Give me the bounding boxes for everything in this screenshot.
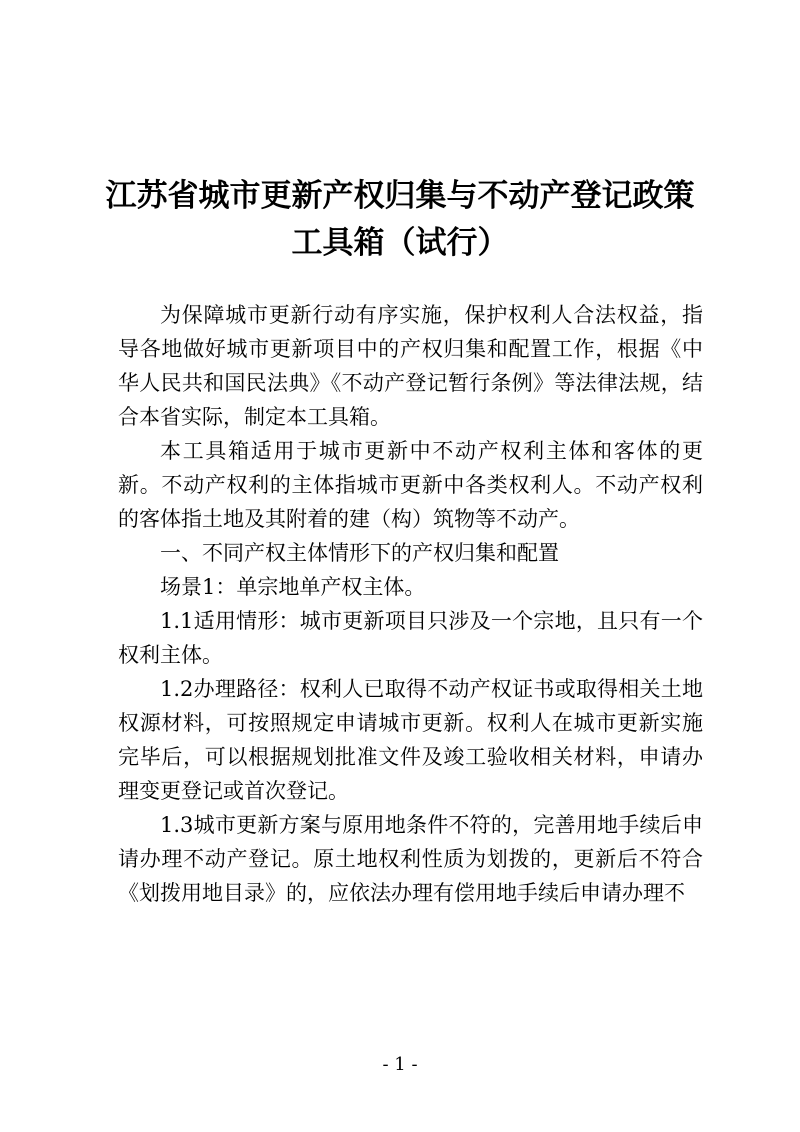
title-line-2: 工具箱（试行） [291, 225, 509, 261]
paragraph-intro: 为保障城市更新行动有序实施，保护权利人合法权益，指导各地做好城市更新项目中的产权归集和配置工作，根据《中华人民共和国民法典》《不动产登记暂行条例》等法律法规，结合本省实际，制定本工具箱。 [118, 303, 703, 429]
page-number: - 1 - [382, 1054, 418, 1075]
clause-1-3: 1.3城市更新方案与原用地条件不符的，完善用地手续后申请办理不动产登记。原土地权利性质为划拨的，更新后不符合《划拨用地目录》的，应依法办理有偿用地手续后申请办理不 [118, 813, 703, 905]
document-body [118, 298, 703, 910]
paragraph-scope: 本工具箱适用于城市更新中不动产权利主体和客体的更新。不动产权利的主体指城市更新中各类权利人。不动产权利的客体指土地及其附着的建（构）筑物等不动产。 [118, 439, 703, 531]
document-title [100, 173, 700, 267]
scenario-1: 场景1：单宗地单产权主体。 [160, 575, 426, 599]
section-heading-1: 一、不同产权主体情形下的产权归集和配置 [160, 541, 559, 565]
clause-1-1: 1.1适用情形：城市更新项目只涉及一个宗地，且只有一个权利主体。 [118, 609, 703, 667]
title-line-1: 江苏省城市更新产权归集与不动产登记政策 [105, 178, 695, 214]
clause-1-2: 1.2办理路径：权利人已取得不动产权证书或取得相关土地权源材料，可按照规定申请城市更新。权利人在城市更新实施完毕后，可以根据规划批准文件及竣工验收相关材料，申请办理变更登记或首次登记。 [118, 677, 703, 803]
